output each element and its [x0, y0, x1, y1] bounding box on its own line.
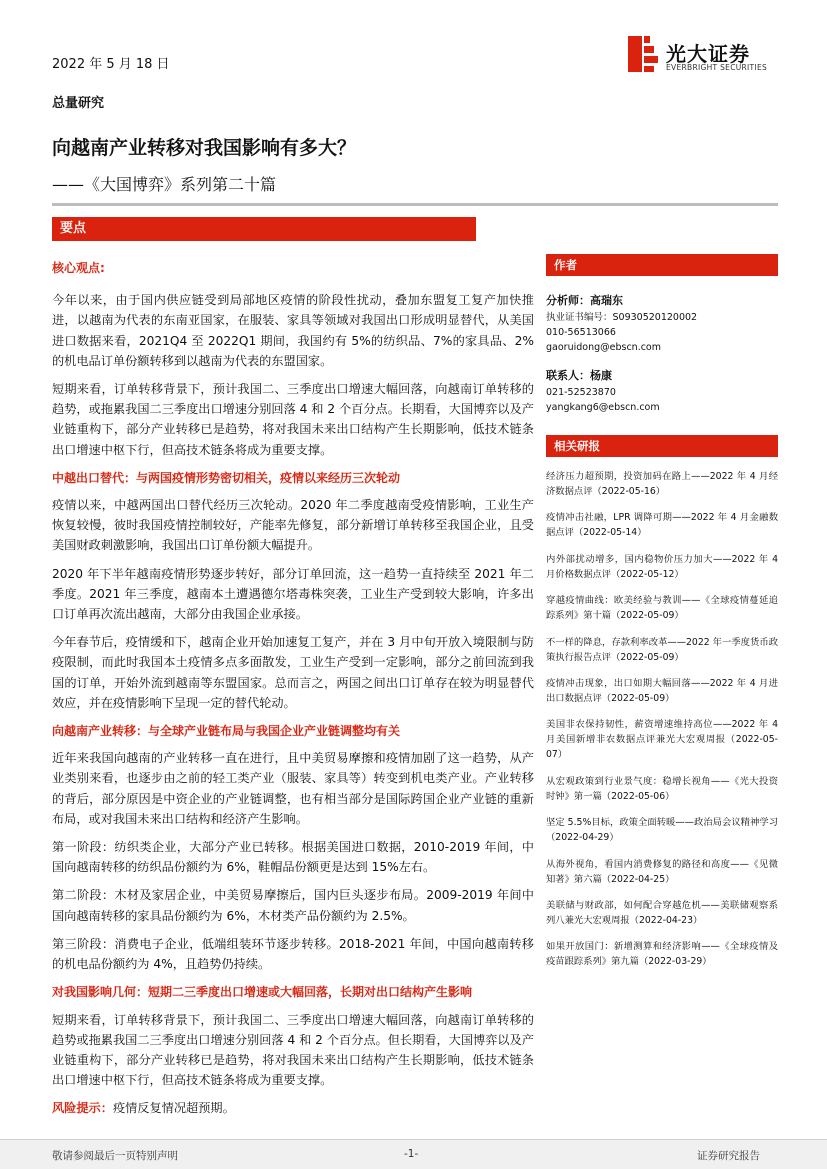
- footer-doc-type: 证券研究报告: [697, 1150, 760, 1162]
- key-points-header: 要点: [52, 217, 476, 241]
- related-report-link[interactable]: 经济压力超预期，投资加码在路上——2022 年 4 月经济数据点评（2022-05-16）: [546, 471, 778, 497]
- related-report-link[interactable]: 美联储与财政部，如何配合穿越危机——美联储观察系列八兼光大宏观周报（2022-04-23）: [546, 899, 778, 926]
- section-3-heading: 对我国影响几何：短期二三季度出口增速或大幅回落，长期对出口结构产生影响: [52, 985, 473, 1000]
- related-report-link[interactable]: 如果开放国门：新增测算和经济影响——《全球疫情及疫苗跟踪系列》第九篇（2022-03-29）: [546, 941, 778, 968]
- section-2-paragraph-1: 近年来我国向越南的产业转移一直在进行，且中美贸易摩擦和疫情加剧了这一趋势，从产业类别来看，也逐步由之前的轻工类产业（服装、家具等）转变到机电类产业。产业转移的背后，部分原因是中资企业的产业链调整，也有相当部分是国际跨国企业产业链的重新布局，或对我国未来出口结构和经济产生影响。: [52, 751, 534, 826]
- analyst-name: 分析师：高瑞东: [546, 294, 623, 307]
- risk-warning: [52, 1098, 534, 1118]
- author-header: 作者: [546, 254, 778, 276]
- related-report-link[interactable]: 疫情冲击现象，出口如期大幅回落——2022 年 4 月进出口数据点评（2022-05-09）: [546, 677, 778, 704]
- contact-phone: 021-52523870: [546, 387, 616, 398]
- report-date: 2022 年 5 月 18 日: [52, 57, 170, 72]
- author-info: [546, 292, 778, 415]
- header-divider: [52, 203, 778, 206]
- everbright-logo-icon: [628, 36, 658, 72]
- core-view-heading: 核心观点:: [52, 261, 105, 275]
- analyst-email: gaoruidong@ebscn.com: [546, 342, 662, 353]
- section-2-paragraph-3: 第二阶段：木材及家居企业，中美贸易摩擦后，国内巨头逐步布局。2009-2019 年间中国向越南转移的家具品份额约为 6%，木材类产品份额约为 2.5%。: [52, 888, 534, 923]
- related-research-list: [546, 469, 778, 969]
- report-subtitle: ——《大国博弈》系列第二十篇: [52, 175, 277, 194]
- core-paragraph-1: 今年以来，由于国内供应链受到局部地区疫情的阶段性扰动，叠加东盟复工复产加快推进，以越南为代表的东南亚国家，在服装、家具等领域对我国出口形成明显替代，从美国进口数据来看，2021Q4 至 2022Q1 期间，我国约有 5%的纺织品、7%的家具品、2%的机电品订单份额转移到以越南为代表的东盟国家。: [52, 293, 534, 368]
- section-2-heading: 向越南产业转移：与全球产业链布局与我国企业产业链调整均有关: [52, 724, 401, 739]
- core-paragraph-2: 短期来看，订单转移背景下，预计我国二、三季度出口增速大幅回落，向越南订单转移的趋势，或拖累我国二三季度出口增速分别回落 4 和 2 个百分点。长期看，大国博弈以及产业链重构下，部分产业转移已是趋势，将对我国未来出口结构产生长期影响，低技术链条出口增速中枢下行，但高技术链条将成为重要支撑。: [52, 382, 534, 457]
- related-report-link[interactable]: 疫情冲击社融，LPR 调降可期——2022 年 4 月金融数据点评（2022-05-14）: [546, 512, 778, 539]
- logo-text-cn: 光大证券: [666, 42, 750, 66]
- contact-name: 联系人：杨康: [546, 369, 612, 382]
- page-number: -1-: [404, 1148, 419, 1160]
- license-number: 执业证书编号：S0930520120002: [546, 312, 698, 323]
- everbright-logo: [628, 36, 778, 80]
- section-1-paragraph-3: 今年春节后，疫情缓和下，越南企业开始加速复工复产，并在 3 月中旬开放入境限制与防疫限制，而此时我国本土疫情多点多面散发，工业生产受到一定影响，部分之前回流到我国的订单，开始外流到越南等东盟国家。总而言之，两国之间出口订单存在较为明显替代效应，并在疫情影响下呈现一定的替代轮动。: [52, 635, 534, 710]
- related-report-link[interactable]: 不一样的降息，存款利率改革——2022 年一季度货币政策执行报告点评（2022-05-09）: [546, 636, 778, 663]
- logo-text-en: EVERBRIGHT SECURITIES: [666, 63, 768, 72]
- footer-disclaimer: 敬请参阅最后一页特别声明: [52, 1150, 178, 1162]
- risk-label: 风险提示：: [52, 1101, 113, 1116]
- related-report-link[interactable]: 从宏观政策到行业景气度：稳增长视角——《光大投资时钟》第一篇（2022-05-06）: [546, 775, 778, 802]
- related-report-link[interactable]: 内外部扰动增多，国内稳物价压力加大——2022 年 4 月价格数据点评（2022-05-12）: [546, 553, 778, 580]
- main-content: [52, 258, 534, 1127]
- section-2-paragraph-2: 第一阶段：纺织类企业，大部分产业已转移。根据美国进口数据，2010-2019 年间，中国向越南转移的纺织品份额约为 6%，鞋帽品份额更是达到 15%左右。: [52, 840, 534, 875]
- related-research-header: 相关研报: [546, 435, 778, 457]
- section-1-paragraph-2: 2020 年下半年越南疫情形势逐步转好，部分订单回流，这一趋势一直持续至 2021 年二季度。2021 年三季度，越南本土遭遇德尔塔毒株突袭，工业生产受到较大影响，许多出口订单再次流出越南，大部分由我国企业承接。: [52, 566, 534, 622]
- section-1-heading: 中越出口替代：与两国疫情形势密切相关，疫情以来经历三次轮动: [52, 470, 401, 485]
- related-report-link[interactable]: 穿越疫情曲线：欧美经验与教训——《全球疫情蔓延追踪系列》第十篇（2022-05-09）: [546, 595, 778, 622]
- sidebar: [546, 254, 778, 981]
- risk-text: 疫情反复情况超预期。: [112, 1101, 235, 1116]
- analyst-phone: 010-56513066: [546, 327, 616, 338]
- report-title: 向越南产业转移对我国影响有多大？: [52, 137, 357, 159]
- contact-email: yangkang6@ebscn.com: [546, 402, 660, 413]
- section-1-paragraph-1: 疫情以来，中越两国出口替代经历三次轮动。2020 年二季度越南受疫情影响，工业生产恢复较慢，彼时我国疫情控制较好，产能率先修复，部分新增订单转移至我国企业，且受美国财政刺激影响，我国出口订单份额大幅提升。: [52, 498, 534, 553]
- section-3-paragraph-1: 短期来看，订单转移背景下，预计我国二、三季度出口增速大幅回落，向越南订单转移的趋势或拖累我国二三季度出口增速分别回落 4 和 2 个百分点。但长期看，大国博弈以及产业链重构下，部分产业转移已是趋势，将对我国未来出口结构产生长期影响，低技术链条出口增速中枢下行，但高技术链条将成为重要支撑。: [52, 1012, 534, 1088]
- related-report-link[interactable]: 美国非农保持韧性，薪资增速维持高位——2022 年 4 月美国新增非农数据点评兼光大宏观周报（2022-05-07）: [546, 719, 778, 761]
- related-report-link[interactable]: 坚定 5.5%目标，政策全面转暖——政治局会议精神学习（2022-04-29）: [546, 817, 778, 844]
- related-report-link[interactable]: 从海外视角，看国内消费修复的路径和高度——《见微知著》第六篇（2022-04-25）: [546, 858, 778, 885]
- report-category: 总量研究: [52, 96, 105, 111]
- section-2-paragraph-4: 第三阶段：消费电子企业，低端组装环节逐步转移。2018-2021 年间，中国向越南转移的机电品份额约为 4%，且趋势仍持续。: [52, 936, 534, 972]
